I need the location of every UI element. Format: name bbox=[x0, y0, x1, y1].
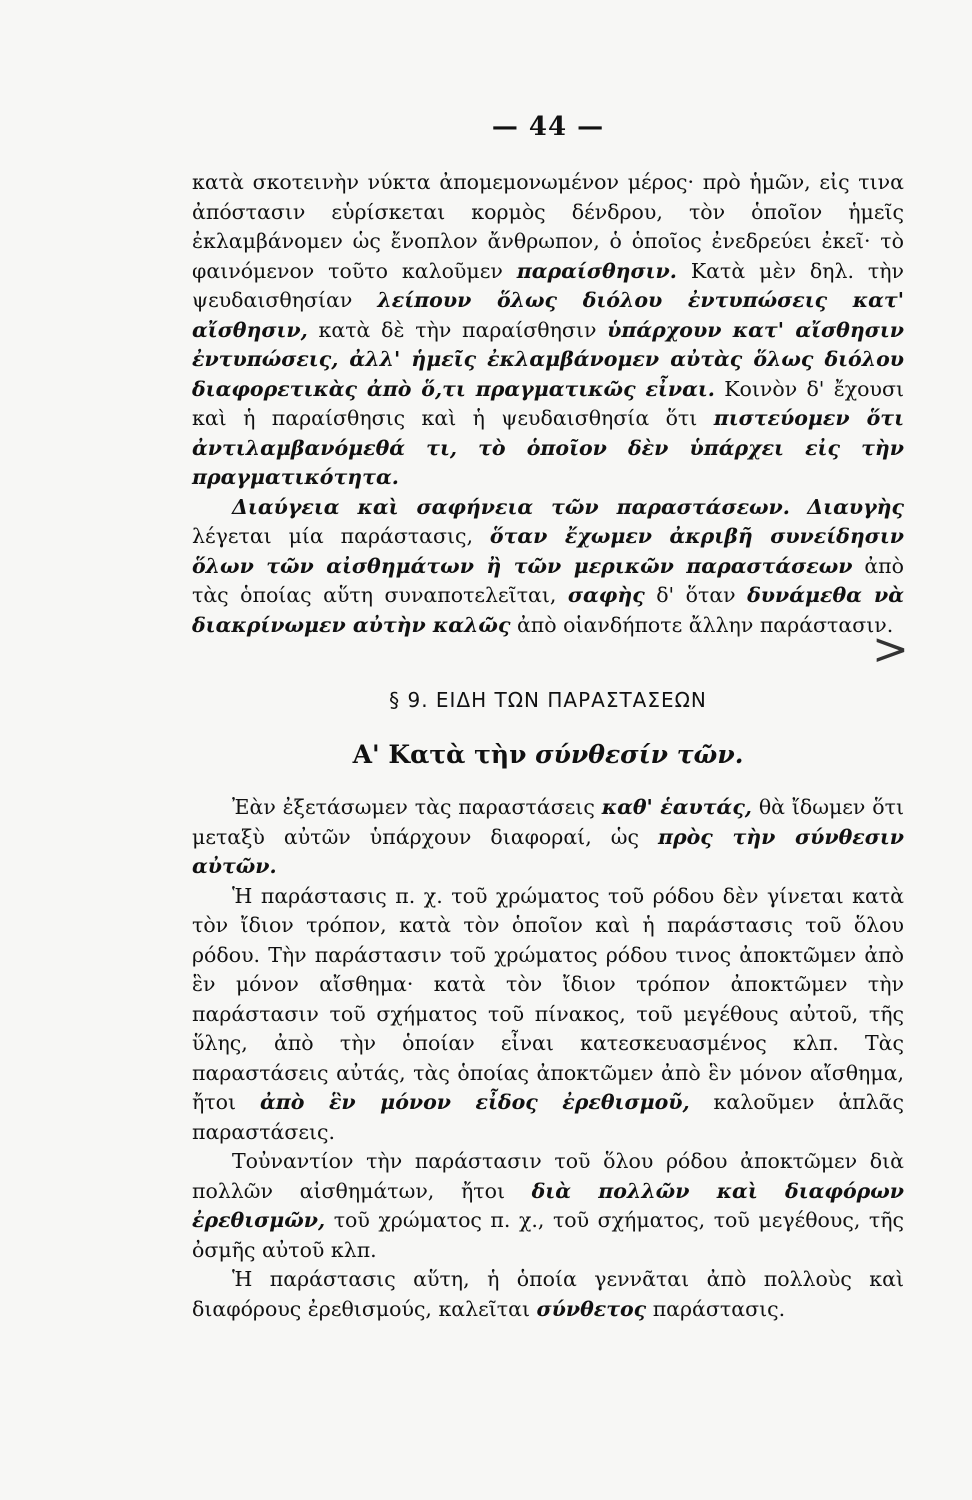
page-number: — 44 — bbox=[491, 112, 605, 142]
section-heading: § 9. ΕΙΔΗ ΤΩΝ ΠΑΡΑΣΤΑΣΕΩΝ bbox=[389, 688, 707, 712]
subsection-heading: Α' Κατὰ τὴν σύνθεσίν τῶν. bbox=[352, 739, 744, 769]
paragraph-compound: Ἡ παράστασις αὕτη, ἡ ὁποία γεννᾶται ἀπὸ πολλοὺς καὶ διαφόρους ἐρεθισμούς, καλεῖται σύνθετος παράστασις. bbox=[192, 1267, 904, 1321]
paragraph-composition: Ἐὰν ἐξετάσωμεν τὰς παραστάσεις καθ' ἑαυτάς, θὰ ἴδωμεν ὅτι μεταξὺ αὐτῶν ὑπάρχουν διαφοραί, ὡς πρὸς τὴν σύνθεσιν αὐτῶν. bbox=[192, 795, 904, 878]
margin-bracket-mark: > bbox=[872, 624, 909, 675]
paragraph-clarity: Διαύγεια καὶ σαφήνεια τῶν παραστάσεων. Διαυγὴς λέγεται μία παράστασις, ὅταν ἔχωμεν ἀκριβῆ συνείδησιν ὅλων τῶν αἰσθημάτων ἢ τῶν μερικῶν παραστάσεων ἀπὸ τὰς ὁποίας αὕτη συναποτελεῖται, σαφὴς δ' ὅταν δυνάμεθα νὰ διακρίνωμεν αὐτὴν καλῶς ἀπὸ οἱανδήποτε ἄλλην παράστασιν. bbox=[192, 494, 905, 637]
term-clarity: Διαύγεια καὶ σαφήνεια τῶν παραστάσεων. bbox=[232, 494, 790, 519]
paragraph-simple: Ἡ παράστασις π. χ. τοῦ χρώματος τοῦ ρόδου δὲν γίνεται κατὰ τὸν ἴδιον τρόπον, κατὰ τὸν ὁποῖον καὶ ἡ παράστασις τοῦ ὅλου ρόδου. Τὴν παράστασιν τοῦ χρώματος ρόδου τινος ἀποκτῶμεν ἀπὸ ἓν μόνον αἴσθημα· κατὰ τὸν ἴδιον τρόπον ἀποκτῶμεν τὴν παράστασιν τοῦ σχήματος τοῦ πίνακος, τοῦ μεγέθους αὐτοῦ, τῆς ὕλης, ἀπὸ τὴν ὁποίαν εἶναι κατεσκευασμένος κλπ. Τὰς παραστάσεις αὐτάς, τὰς ὁποίας ἀποκτῶμεν ἀπὸ ἓν μόνον αἴσθημα, ἤτοι ἀπὸ ἓν μόνον εἶδος ἐρεθισμοῦ, καλοῦμεν ἁπλᾶς παραστάσεις. bbox=[192, 883, 904, 1144]
body-text bbox=[192, 168, 904, 1324]
paragraph-contrary: Τοὐναντίον τὴν παράστασιν τοῦ ὅλου ρόδου ἀποκτῶμεν διὰ πολλῶν αἰσθημάτων, ἤτοι διὰ πολλῶν καὶ διαφόρων ἐρεθισμῶν, τοῦ χρώματος π. χ., τοῦ σχήματος, τοῦ μεγέθους, τῆς ὀσμῆς αὐτοῦ κλπ. bbox=[192, 1149, 904, 1262]
term-parasthesis: παραίσθησιν. bbox=[516, 258, 677, 283]
paragraph-illusion: κατὰ σκοτεινὴν νύκτα ἀπομεμονωμένον μέρος· πρὸ ἡμῶν, εἰς τινα ἀπόστασιν εὑρίσκεται κορμὸς δένδρου, τὸν ὁποῖον ἡμεῖς ἐκλαμβάνομεν ὡς ἔνοπλον ἄνθρωπον, ὁ ὁποῖος ἐνεδρεύει ἐκεῖ· τὸ φαινόμενον τοῦτο καλοῦμεν παραίσθησιν. Κατὰ μὲν δηλ. τὴν ψευδαισθησίαν λείπουν ὅλως διόλου ἐντυπώσεις κατ' αἴσθησιν, κατὰ δὲ τὴν παραίσθησιν ὑπάρχουν κατ' αἴσθησιν ἐντυπώσεις, ἀλλ' ἡμεῖς ἐκλαμβάνομεν αὐτὰς ὅλως διόλου διαφορετικὰς ἀπὸ ὅ,τι πραγματικῶς εἶναι. Κοινὸν δ' ἔχουσι καὶ ἡ παραίσθησις καὶ ἡ ψευδαισθησία ὅτι πιστεύομεν ὅτι ἀντιλαμβανόμεθά τι, τὸ ὁποῖον δὲν ὑπάρχει εἰς τὴν πραγματικότητα. bbox=[192, 170, 905, 489]
